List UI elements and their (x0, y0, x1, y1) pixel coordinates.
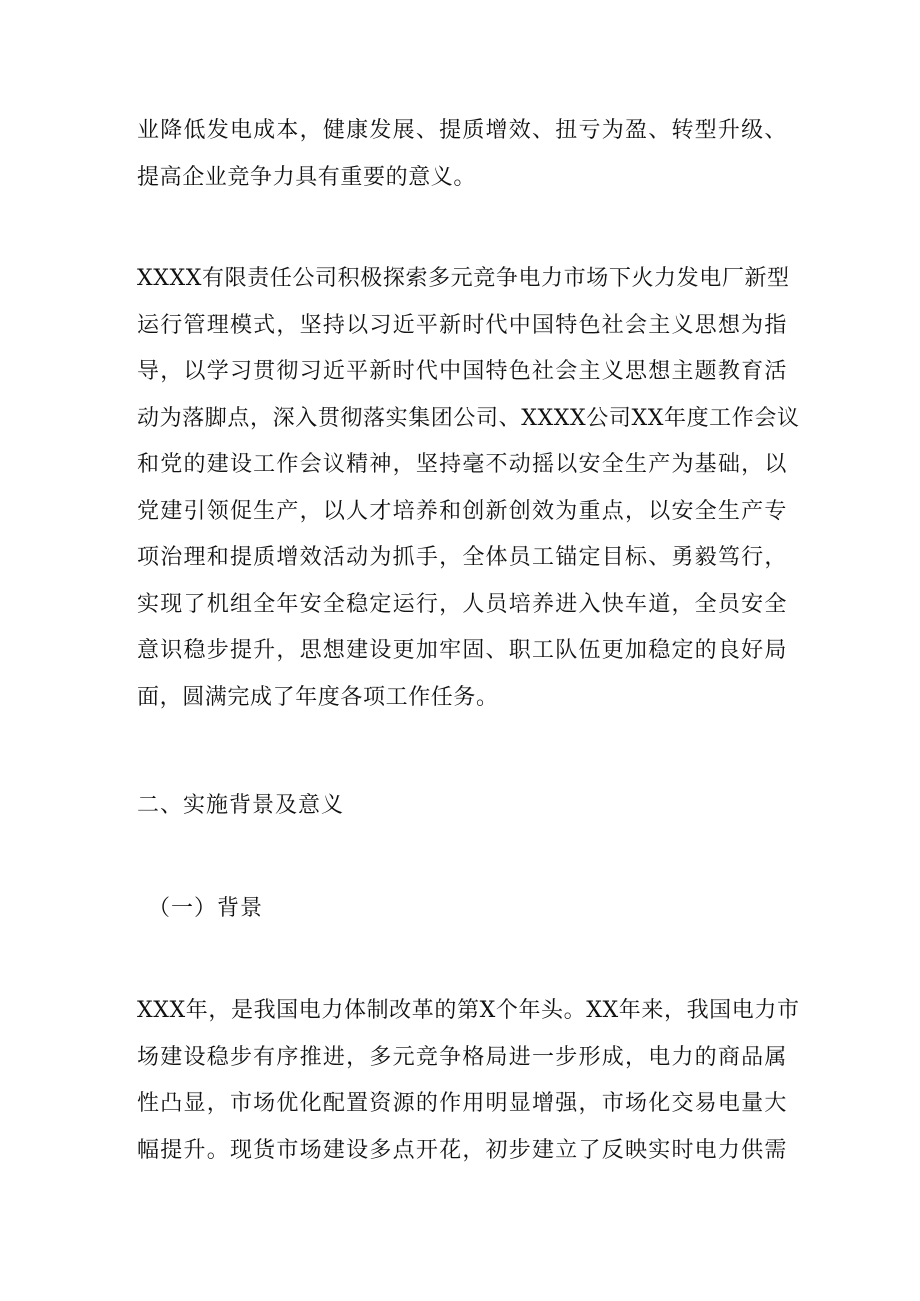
paragraph-2-line-10: 面，圆满完成了年度各项工作任务。 (137, 684, 499, 710)
paragraph-2-line-2: 运行管理模式，坚持以习近平新时代中国特色社会主义思想为指 (137, 312, 787, 338)
paragraph-3-line-1: XXX年，是我国电力体制改革的第X个年头。XX年来，我国电力市 (137, 998, 800, 1023)
subsection-heading: （一）背景 (148, 896, 264, 921)
paragraph-3 (137, 988, 800, 1174)
paragraph-2 (137, 256, 800, 721)
paragraph-2-line-7: 项治理和提质增效活动为抓手，全体员工锚定目标、勇毅笃行， (137, 545, 787, 570)
paragraph-2-line-3: 导，以学习贯彻习近平新时代中国特色社会主义思想主题教育活 (137, 359, 787, 384)
paragraph-3-line-3: 性凸显，市场优化配置资源的作用明显增强，市场化交易电量大 (137, 1091, 787, 1116)
paragraph-2-line-4: 动为落脚点，深入贯彻落实集团公司、XXXX公司XX年度工作会议 (137, 405, 800, 431)
paragraph-3-line-2: 场建设稳步有序推进，多元竞争格局进一步形成，电力的商品属 (137, 1044, 787, 1070)
paragraph-1-line-2: 提高企业竞争力具有重要的意义。 (137, 164, 477, 190)
paragraph-2-line-8: 实现了机组全年安全稳定运行，人员培养进入快车道，全员安全 (137, 591, 787, 617)
section-heading: 二、实施背景及意义 (137, 793, 345, 818)
paragraph-3-line-4: 幅提升。现货市场建设多点开花，初步建立了反映实时电力供需 (137, 1137, 787, 1163)
paragraph-2-line-6: 党建引领促生产，以人才培养和创新创效为重点，以安全生产专 (137, 498, 787, 524)
paragraph-2-line-1: XXXX有限责任公司积极探索多元竞争电力市场下火力发电厂新型 (137, 266, 790, 291)
paragraph-1 (137, 108, 787, 201)
paragraph-2-line-9: 意识稳步提升，思想建设更加牢固、职工队伍更加稳定的良好局 (137, 638, 787, 663)
paragraph-2-line-5: 和党的建设工作会议精神，坚持毫不动摇以安全生产为基础，以 (137, 452, 787, 477)
paragraph-1-line-1: 业降低发电成本，健康发展、提质增效、扭亏为盈、转型升级、 (137, 118, 787, 143)
